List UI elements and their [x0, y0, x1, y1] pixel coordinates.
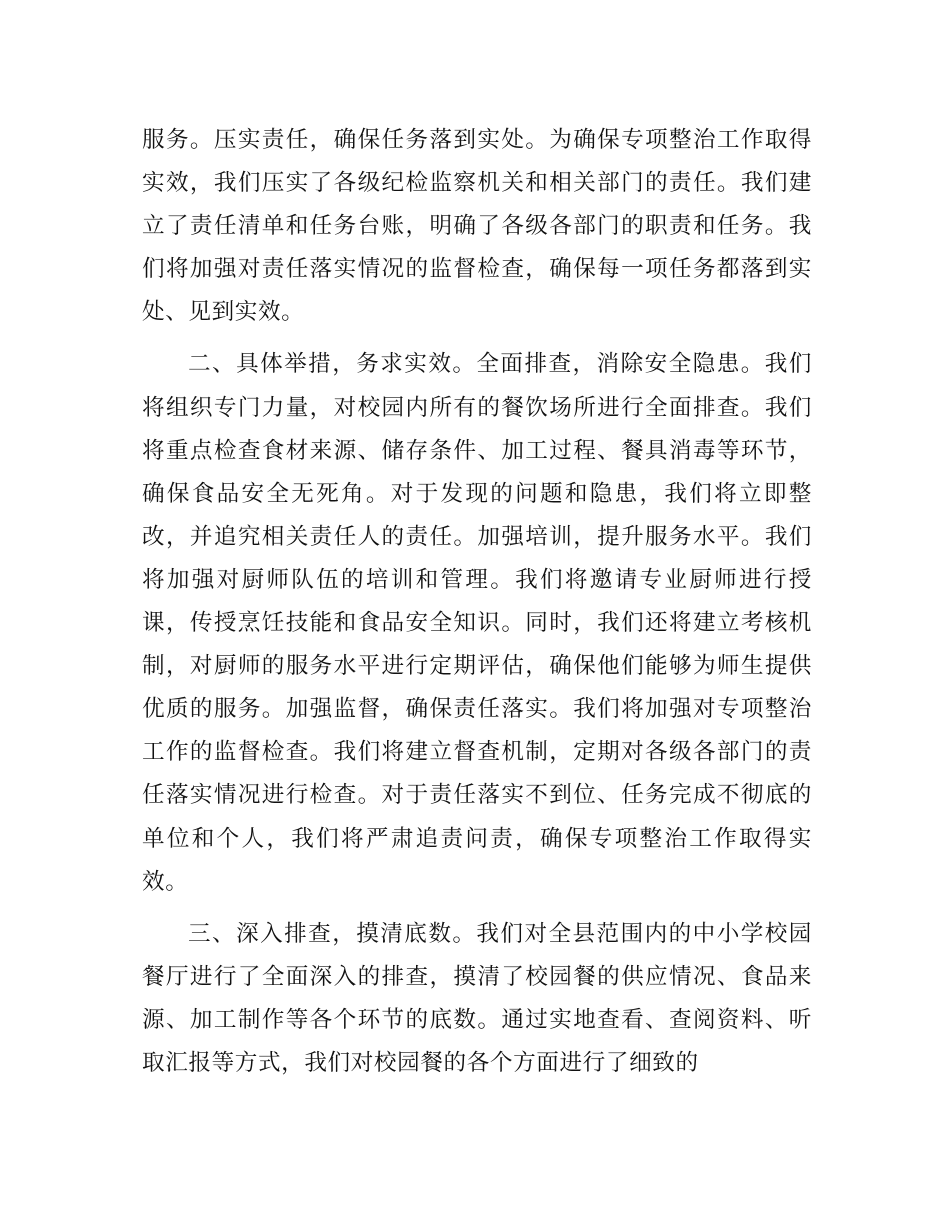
paragraph-section-three: 三、深入排查，摸清底数。我们对全县范围内的中小学校园餐厅进行了全面深入的排查，摸清了校园餐的供应情况、食品来源、加工制作等各个环节的底数。通过实地查看、查阅资料、听取汇报等方式，我们对校园餐的各个方面进行了细致的	[142, 920, 812, 1076]
document-body	[142, 119, 812, 1085]
paragraph-section-two: 二、具体举措，务求实效。全面排查，消除安全隐患。我们将组织专门力量，对校园内所有的餐饮场所进行全面排查。我们将重点检查食材来源、储存条件、加工过程、餐具消毒等环节，确保食品安全无死角。对于发现的问题和隐患，我们将立即整改，并追究相关责任人的责任。加强培训，提升服务水平。我们将加强对厨师队伍的培训和管理。我们将邀请专业厨师进行授课，传授烹饪技能和食品安全知识。同时，我们还将建立考核机制，对厨师的服务水平进行定期评估，确保他们能够为师生提供优质的服务。加强监督，确保责任落实。我们将加强对专项整治工作的监督检查。我们将建立督查机制，定期对各级各部门的责任落实情况进行检查。对于责任落实不到位、任务完成不彻底的单位和个人，我们将严肃追责问责，确保专项整治工作取得实效。	[142, 351, 812, 895]
paragraph-continuation: 服务。压实责任，确保任务落到实处。为确保专项整治工作取得实效，我们压实了各级纪检监察机关和相关部门的责任。我们建立了责任清单和任务台账，明确了各级各部门的职责和任务。我们将加强对责任落实情况的监督检查，确保每一项任务都落到实处、见到实效。	[142, 127, 812, 326]
